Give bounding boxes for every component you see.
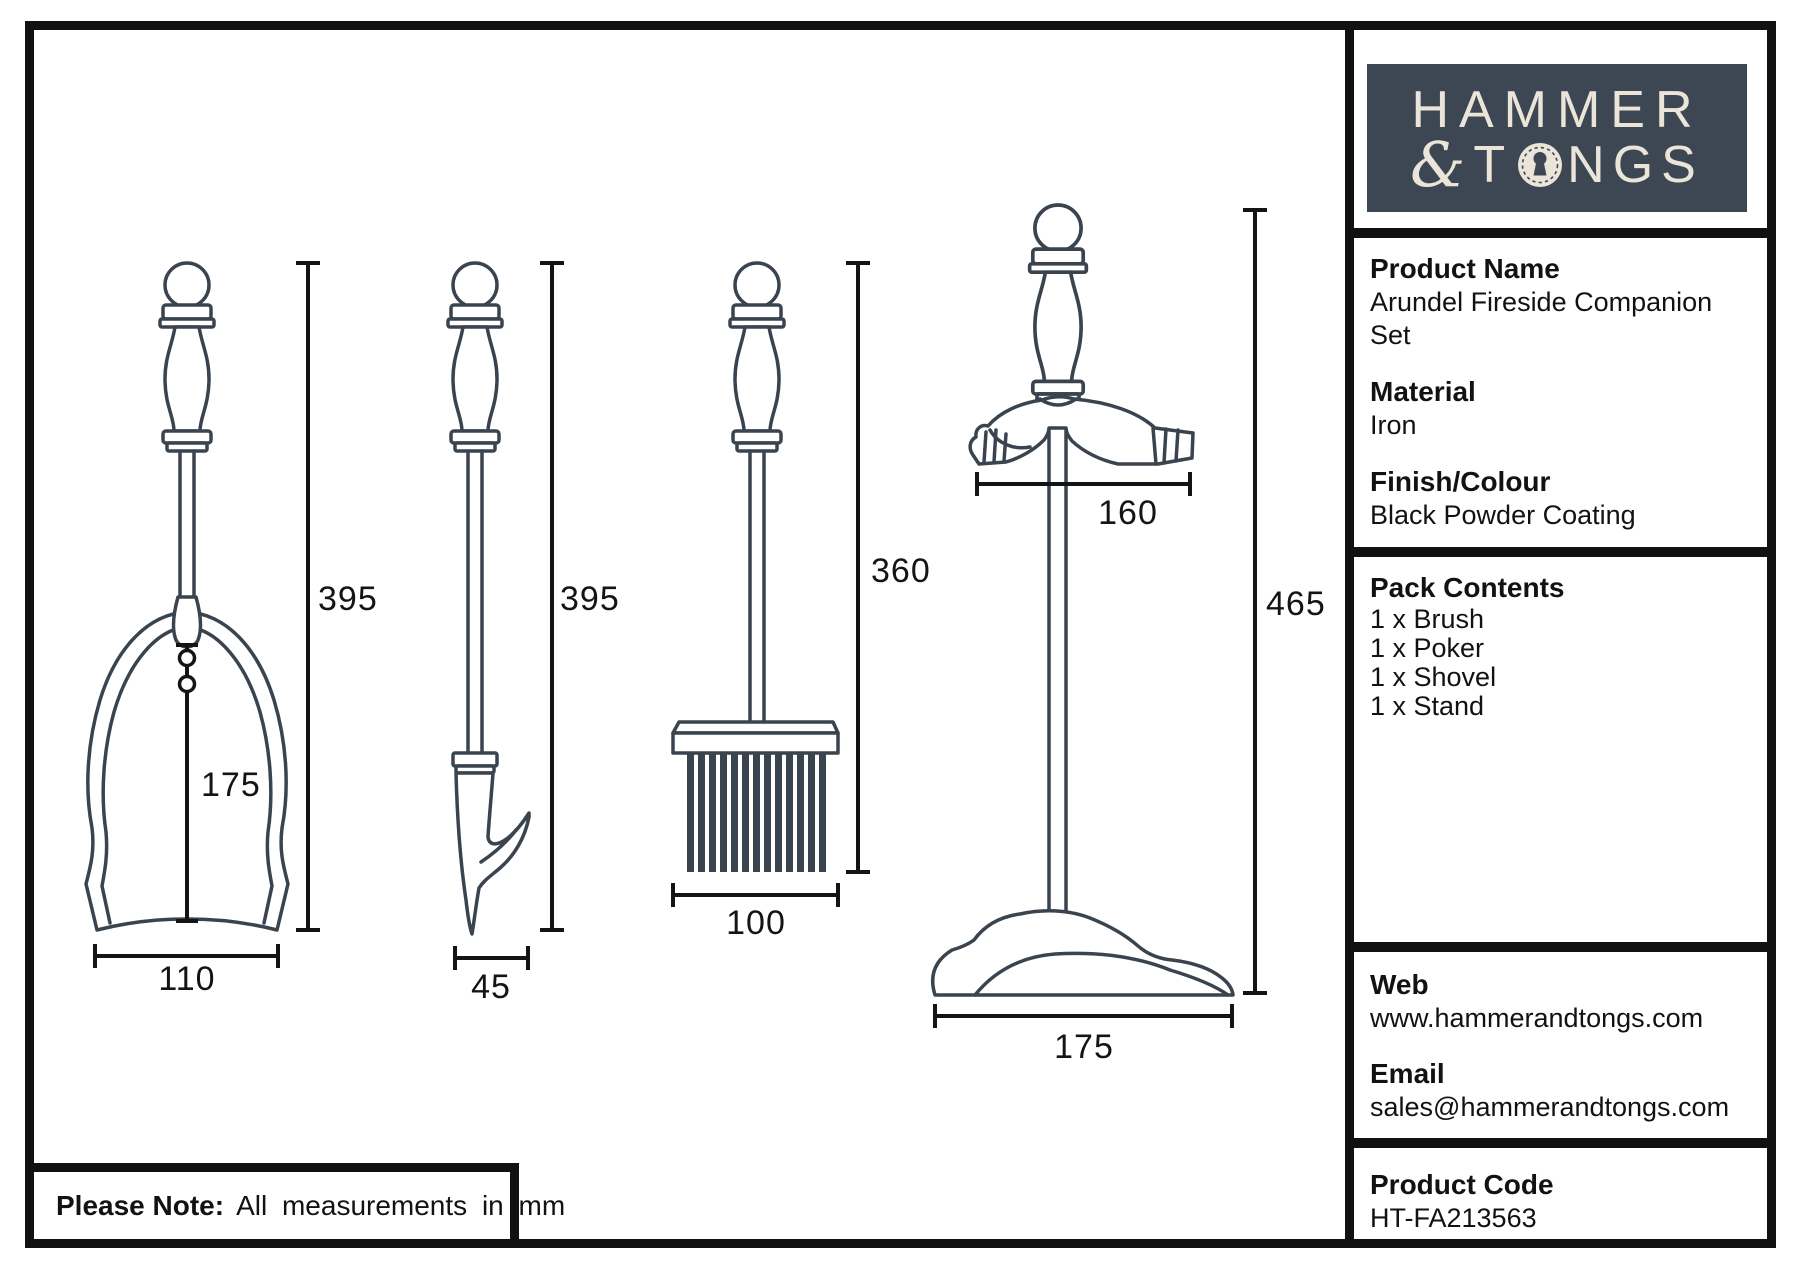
dim-label-shovel-pan-width: 110 — [158, 960, 216, 998]
dim-label-poker-tip-width: 45 — [471, 968, 511, 1006]
note-label: Please Note: — [56, 1189, 225, 1221]
dim-label-stand-height: 465 — [1266, 585, 1326, 623]
web-value: www.hammerandtongs.com — [1370, 1003, 1704, 1033]
product-code-section — [1354, 1138, 1767, 1239]
note-text: All measurements in mm — [236, 1189, 566, 1221]
dim-label-shovel-height: 395 — [318, 580, 378, 618]
finish-colour-label: Finish/Colour — [1370, 466, 1551, 497]
web-label: Web — [1370, 969, 1429, 1000]
dim-label-poker-height: 395 — [560, 580, 620, 618]
dim-label-brush-height: 360 — [871, 552, 931, 590]
logo-tongs-ngs: NGS — [1567, 135, 1704, 194]
product-details-section — [1354, 228, 1767, 547]
material-label: Material — [1370, 376, 1476, 407]
email-label: Email — [1370, 1058, 1445, 1089]
pack-contents-section — [1354, 547, 1767, 942]
logo-wordmark-line1: HAMMER — [1411, 80, 1703, 139]
logo-ampersand: & — [1410, 128, 1466, 202]
pack-item-shovel: 1 x Shovel — [1370, 662, 1497, 692]
keyhole-icon — [1517, 142, 1563, 188]
contact-section — [1354, 942, 1767, 1138]
logo-wordmark-line2 — [1410, 128, 1704, 202]
product-info-panel — [1345, 21, 1776, 1248]
product-name-label: Product Name — [1370, 253, 1560, 284]
dim-label-brush-head-width: 100 — [726, 904, 786, 942]
product-name-value: Arundel Fireside Companion Set — [1370, 287, 1713, 350]
pack-contents-label: Pack Contents — [1370, 572, 1565, 603]
pack-item-poker: 1 x Poker — [1370, 633, 1485, 663]
product-code-label: Product Code — [1370, 1169, 1554, 1200]
hammer-and-tongs-logo — [1367, 64, 1747, 212]
dim-label-stand-arm-width: 160 — [1098, 494, 1158, 532]
finish-colour-value: Black Powder Coating — [1370, 500, 1636, 530]
dim-label-stand-base-width: 175 — [1054, 1028, 1114, 1066]
logo-section — [1354, 30, 1767, 228]
pack-item-brush: 1 x Brush — [1370, 604, 1485, 634]
pack-item-stand: 1 x Stand — [1370, 691, 1485, 721]
dim-label-shovel-pan-depth: 175 — [201, 766, 261, 804]
measurements-note-box — [25, 1163, 566, 1248]
product-code-value: HT-FA213563 — [1370, 1203, 1537, 1233]
logo-tongs-t: T — [1473, 135, 1514, 194]
email-value: sales@hammerandtongs.com — [1370, 1092, 1730, 1122]
material-value: Iron — [1370, 410, 1417, 440]
